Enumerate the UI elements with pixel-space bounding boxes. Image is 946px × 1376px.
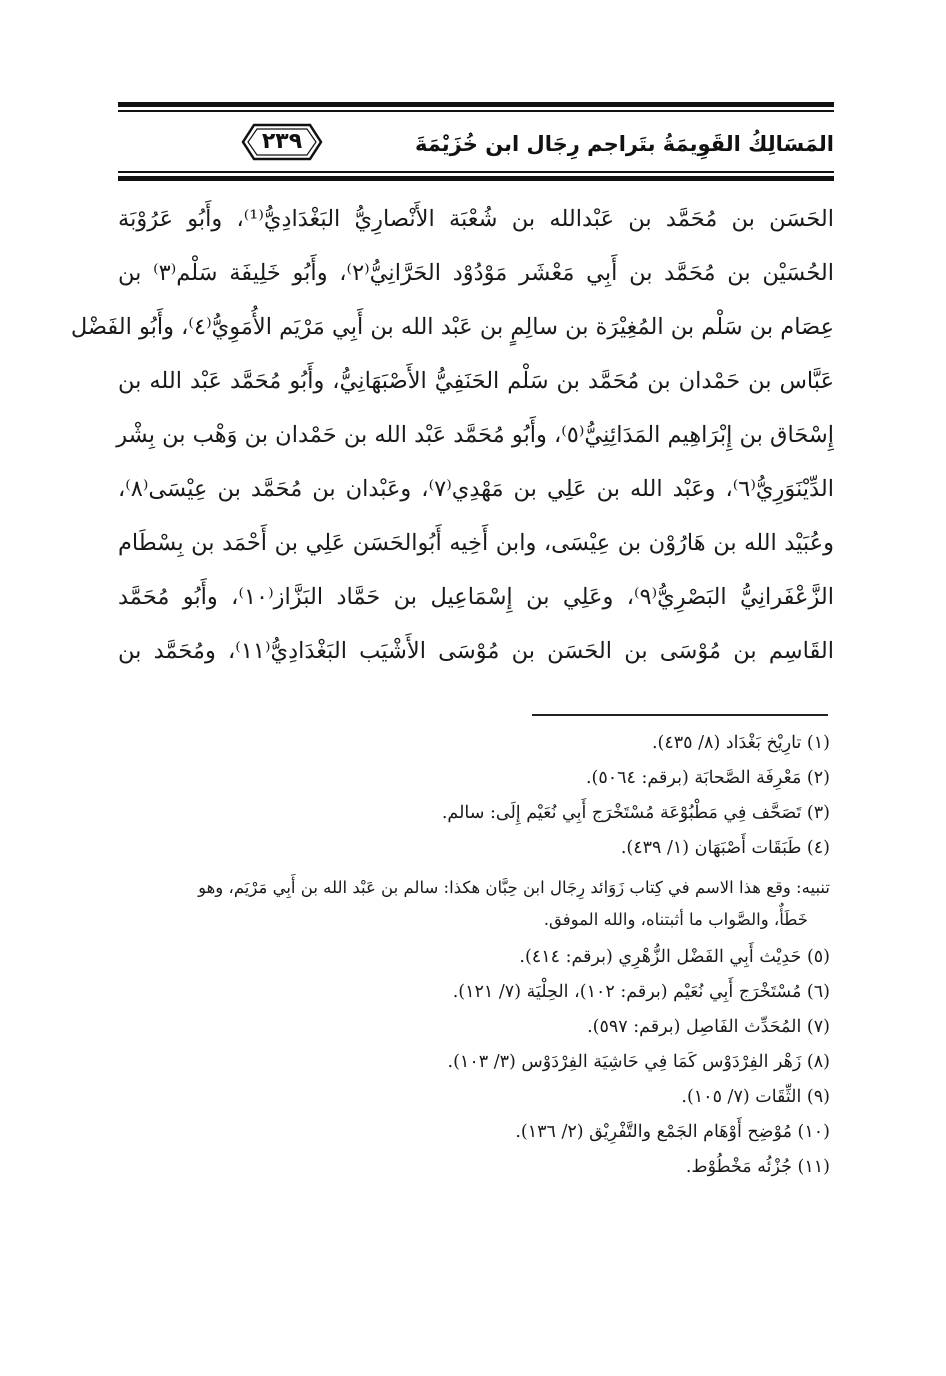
footnote-notice: تنبيه: وقع هذا الاسم في كِتاب زَوَائد رِجَال ابن حِبَّان هكذا: سالم بن عَبْد الله بن أَبِي مَرْيَم، وهو — [198, 878, 830, 897]
footnote: (٦) مُسْتَخْرَج أَبِي نُعَيْم (برقم: ١٠٢)، الحِلْيَة (٧/ ١٢١). — [452, 982, 830, 1002]
footnote: (١٠) مُوْضِح أَوْهَام الجَمْع والتَّفْرِيْق (٢/ ١٣٦). — [515, 1122, 830, 1142]
body-line: الحَسَن بن مُحَمَّد بن عَبْدالله بن شُعْبَة الأَنْصارِيُّ البَغْدَادِيُّ⁽¹⁾، وأَبُو عَرُوْبَة — [118, 206, 834, 232]
running-title: المَسَالِكُ القَوِيمَةُ بتَراجم رِجَال ابن خُزَيْمَةَ — [414, 132, 834, 156]
body-line: عَبَّاس بن حَمْدان بن مُحَمَّد بن سَلْم الحَنَفِيُّ الأَصْبَهَانِيُّ، وأَبُو مُحَمَّد عَبْد الله بن — [118, 368, 834, 394]
body-line: الحُسَيْن بن مُحَمَّد بن أَبِي مَعْشَر مَوْدُوْد الحَرَّانِيُّ⁽٢⁾، وأَبُو خَلِيفَة سَلْم⁽٣⁾ بن — [118, 260, 835, 286]
header-rule-top-thin — [118, 110, 834, 112]
footnote: (٧) المُحَدِّث الفَاصِل (برقم: ٥٩٧). — [587, 1017, 830, 1037]
body-line: وعُبَيْد الله بن هَارُوْن بن عِيْسَى، وابن أَخِيه أَبُوالحَسَن عَلِي بن أَحْمَد بن بِسْطَام — [118, 530, 834, 556]
page-number-frame — [240, 122, 324, 162]
footnote-separator — [532, 714, 828, 716]
footnote: (٣) تَصَحَّف فِي مَطْبُوْعَة مُسْتَخْرَج أَبِي نُعَيْم إِلَى: سالم. — [441, 803, 830, 823]
body-line: القَاسِم بن مُوْسَى بن الحَسَن بن مُوْسَى الأَشْيَب البَغْدَادِيُّ⁽١١⁾، ومُحَمَّد بن — [118, 638, 834, 664]
footnote: (١) تارِيْخ بَغْدَاد (٨/ ٤٣٥). — [651, 733, 830, 753]
header-rule-top-thick — [118, 102, 834, 107]
footnote: (١١) جُزْئُه مَخْطُوْط. — [685, 1157, 830, 1177]
footnote: (٨) زَهْر الفِرْدَوْس كَمَا فِي حَاشِيَة الفِرْدَوْس (٣/ ١٠٣). — [447, 1052, 830, 1072]
header-rule-bottom-thin — [118, 171, 834, 173]
footnote-notice-continued: خَطَأٌ، والصَّواب ما أثبتناه، والله الموفق. — [543, 910, 808, 929]
header-rule-bottom-thick — [118, 176, 834, 181]
footnote: (٢) مَعْرِفَة الصَّحابَة (برقم: ٥٠٦٤). — [585, 768, 830, 788]
body-line: الدِّيْنَوَرِيُّ⁽٦⁾، وعَبْد الله بن عَلِي بن مَهْدِي⁽٧⁾، وعَبْدان بن مُحَمَّد بن عِيْسَى⁽٨⁾، — [118, 476, 834, 502]
page-number: ٢٣٩ — [261, 129, 303, 154]
body-line: عِصَام بن سَلْم بن المُغِيْرَة بن سالِمٍ بن عَبْد الله بن أَبِي مَرْيَم الأُمَوِيُّ⁽٤⁾، وأَبُو الفَضْل — [70, 314, 834, 340]
body-line: الزَّعْفَرانِيُّ البَصْرِيُّ⁽٩⁾، وعَلِي بن إِسْمَاعِيل بن حَمَّاد البَزَّاز⁽١٠⁾، وأَبُو مُحَمَّد — [118, 584, 834, 610]
body-line: إِسْحَاق بن إِبْرَاهِيم المَدَائِنِيُّ⁽٥⁾، وأَبُو مُحَمَّد عَبْد الله بن حَمْدان بن وَهْب بن بِشْر — [116, 422, 834, 448]
page-header — [118, 96, 834, 186]
footnote: (٥) حَدِيْث أَبِي الفَضْل الزُّهْرِي (برقم: ٤١٤). — [519, 947, 830, 967]
footnote: (٩) الثِّقَات (٧/ ١٠٥). — [681, 1087, 830, 1107]
main-text — [70, 192, 835, 678]
footnotes — [118, 726, 830, 1185]
footnote: (٤) طَبَقَات أَصْبَهَان (١/ ٤٣٩). — [620, 838, 830, 858]
